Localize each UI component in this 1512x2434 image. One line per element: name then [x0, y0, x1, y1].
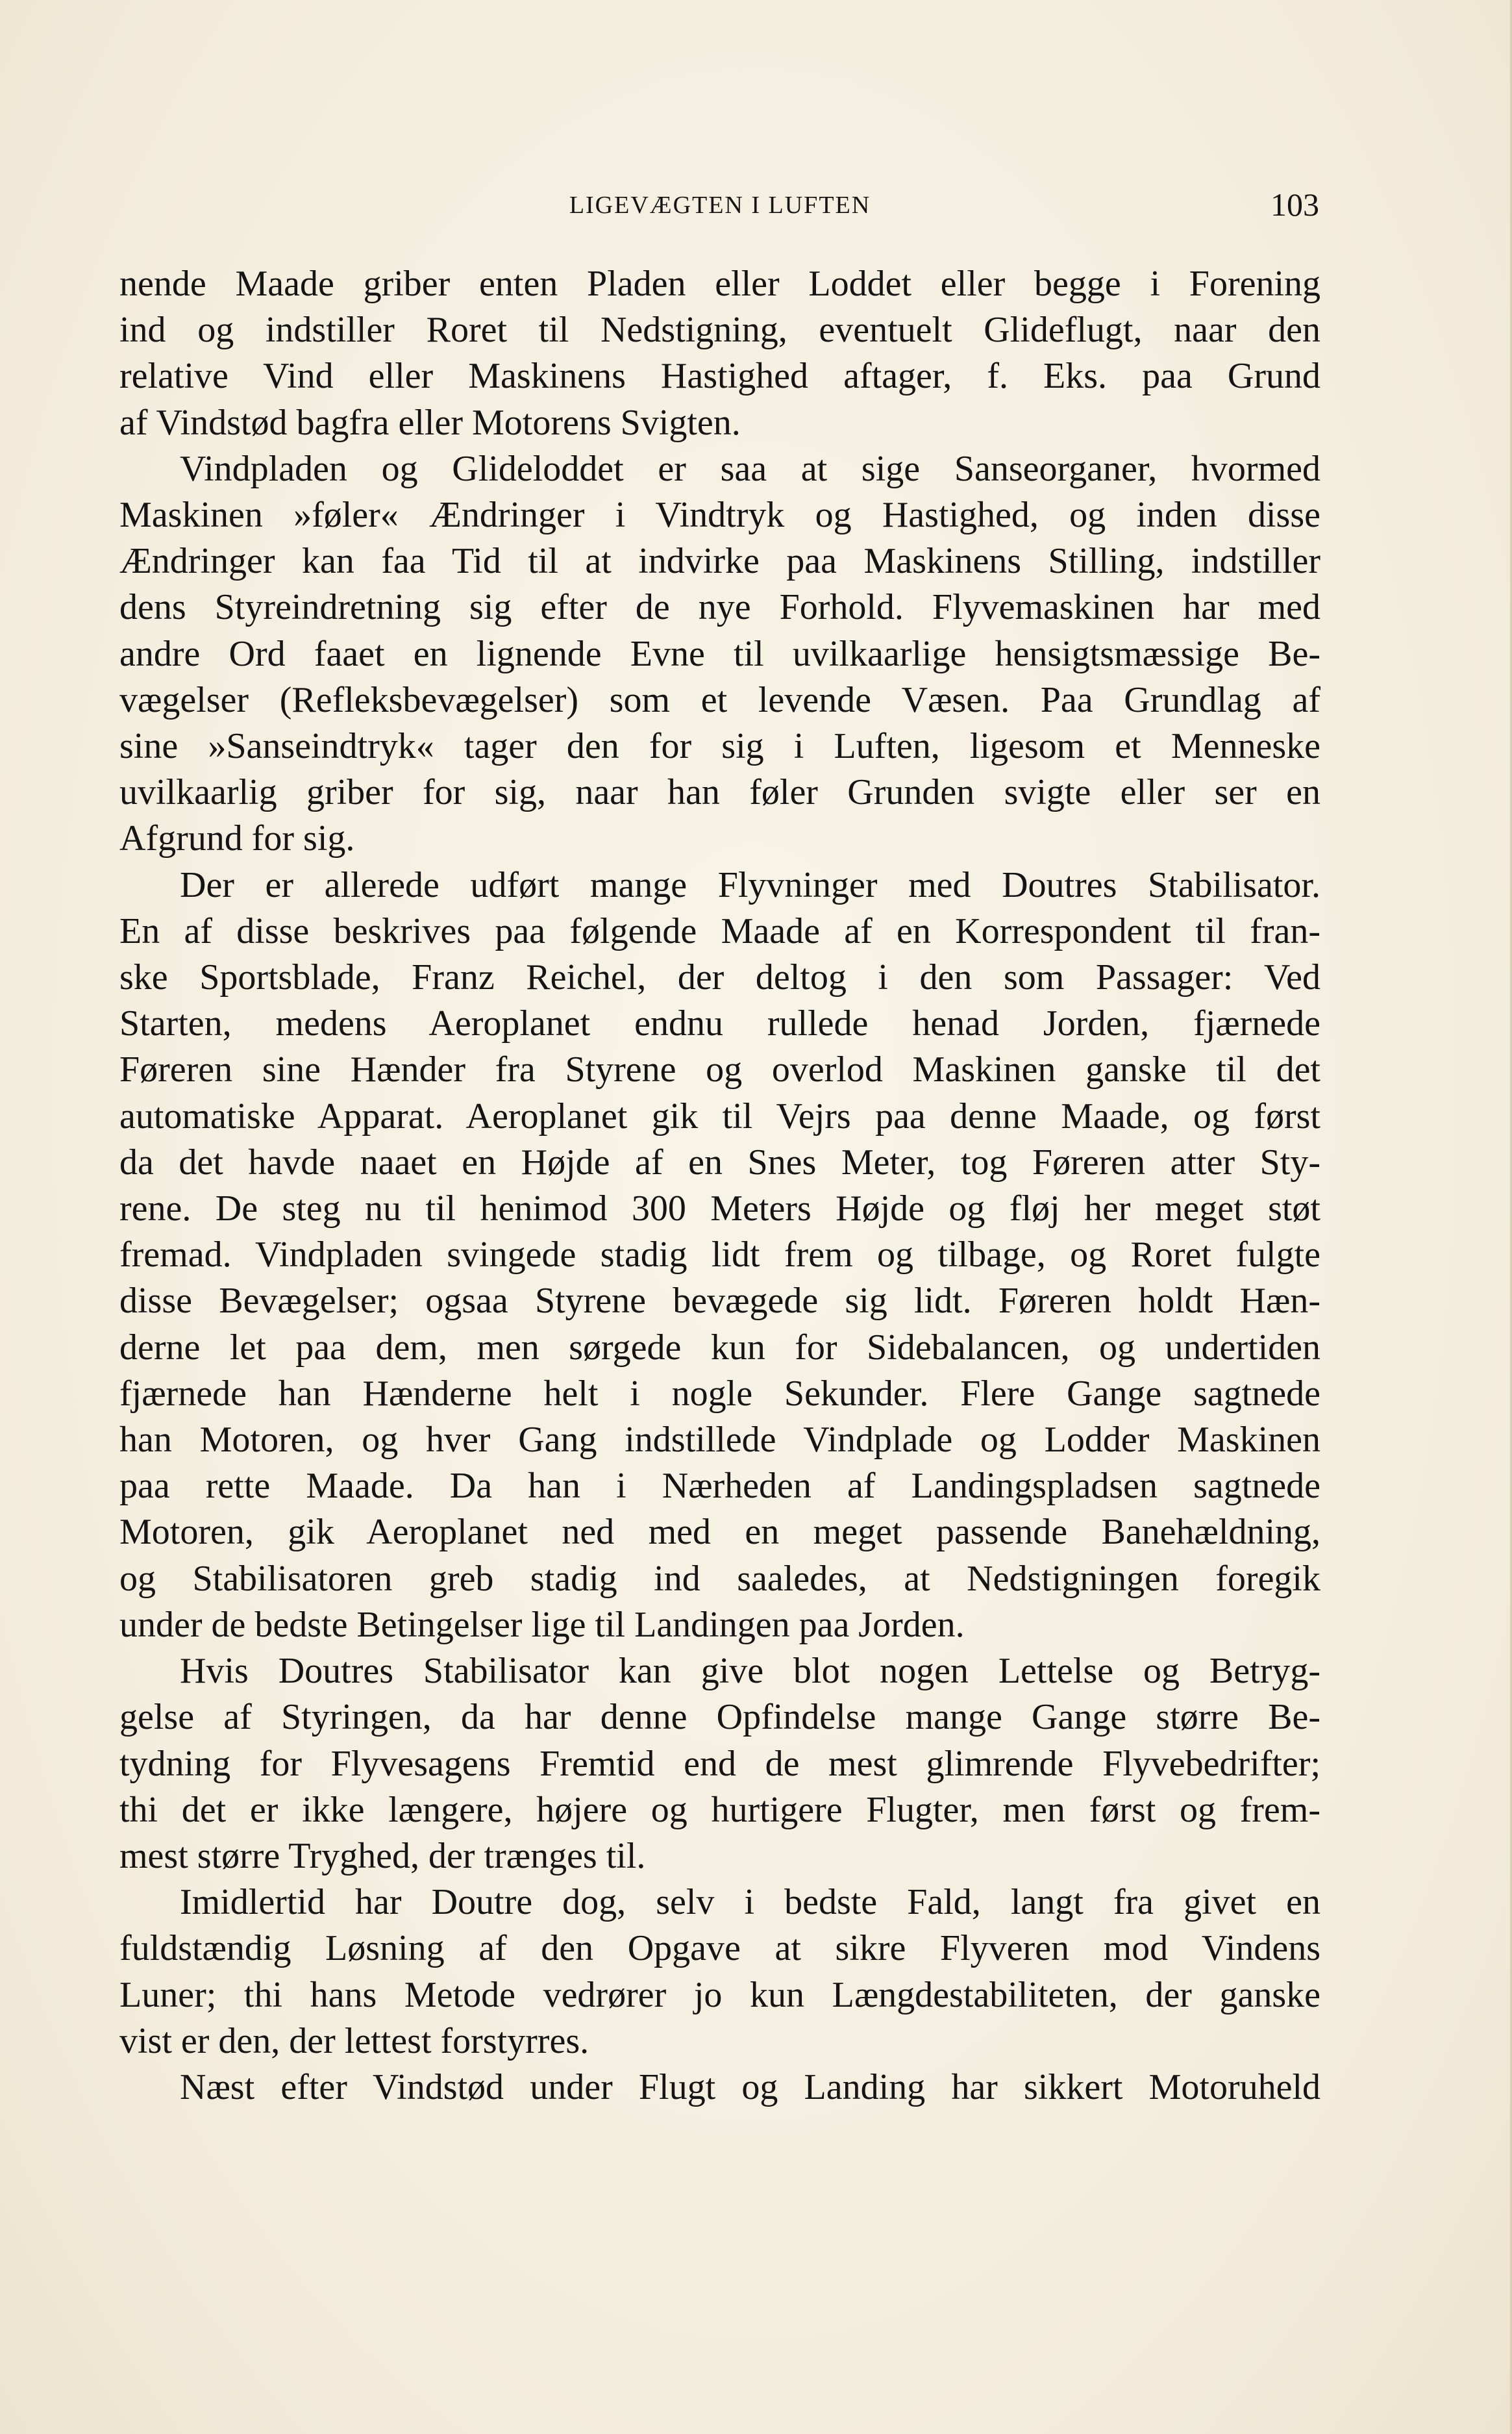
text-line: mest større Tryghed, der trænges til. — [119, 1835, 646, 1876]
paragraph-5 — [119, 1879, 1320, 2064]
text-line: thi det er ikke længere, højere og hurtigere Flugter, men først og frem- — [119, 1789, 1320, 1830]
text-line: Afgrund for sig. — [119, 818, 355, 859]
text-line: Næst efter Vindstød under Flugt og Landing har sikkert Motoruheld — [180, 2066, 1320, 2107]
running-title: LIGEVÆGTEN I LUFTEN — [569, 192, 871, 219]
text-line: disse Bevægelser; ogsaa Styrene bevægede sig lidt. Føreren holdt Hæn- — [119, 1281, 1320, 1322]
text-line: Føreren sine Hænder fra Styrene og overlod Maskinen ganske til det — [119, 1049, 1320, 1090]
body-text — [119, 261, 1320, 2111]
paragraph-4 — [119, 1648, 1320, 1879]
text-line: paa rette Maade. Da han i Nærheden af Landingspladsen sagtnede — [119, 1466, 1320, 1507]
text-line: Motoren, gik Aeroplanet ned med en meget passende Banehældning, — [119, 1512, 1320, 1553]
text-line: Hvis Doutres Stabilisator kan give blot nogen Lettelse og Betryg- — [180, 1651, 1320, 1692]
text-line: ske Sportsblade, Franz Reichel, der deltog i den som Passager: Ved — [119, 957, 1320, 998]
text-line: ind og indstiller Roret til Nedstigning, eventuelt Glideflugt, naar den — [119, 310, 1320, 351]
text-line: Luner; thi hans Metode vedrører jo kun Længdestabiliteten, der ganske — [119, 1974, 1320, 2015]
text-line: uvilkaarlig griber for sig, naar han føler Grunden svigte eller ser en — [119, 772, 1320, 813]
text-line: derne let paa dem, men sørgede kun for Sidebalancen, og undertiden — [119, 1327, 1320, 1368]
text-line: da det havde naaet en Højde af en Snes Meter, tog Føreren atter Sty- — [119, 1142, 1320, 1183]
paragraph-1 — [119, 261, 1320, 446]
running-head — [121, 186, 1319, 231]
text-line: vægelser (Refleksbevægelser) som et levende Væsen. Paa Grundlag af — [119, 679, 1320, 720]
text-line: af Vindstød bagfra eller Motorens Svigten. — [119, 402, 741, 443]
text-line: automatiske Apparat. Aeroplanet gik til Vejrs paa denne Maade, og først — [119, 1096, 1320, 1136]
text-line: sine »Sanseindtryk« tager den for sig i Luften, ligesom et Menneske — [119, 726, 1320, 767]
paragraph-6 — [119, 2064, 1320, 2111]
text-line: tydning for Flyvesagens Fremtid end de mest glimrende Flyvebedrifter; — [119, 1743, 1320, 1784]
text-line: andre Ord faaet en lignende Evne til uvilkaarlige hensigtsmæssige Be- — [119, 633, 1320, 674]
paragraph-2 — [119, 446, 1320, 862]
text-line: fuldstændig Løsning af den Opgave at sikre Flyveren mod Vindens — [119, 1928, 1320, 1969]
text-line: fjærnede han Hænderne helt i nogle Sekunder. Flere Gange sagtnede — [119, 1373, 1320, 1414]
text-line: Imidlertid har Doutre dog, selv i bedste Fald, langt fra givet en — [180, 1882, 1320, 1923]
text-line: han Motoren, og hver Gang indstillede Vindplade og Lodder Maskinen — [119, 1420, 1320, 1461]
page-number: 103 — [1270, 186, 1319, 223]
text-line: dens Styreindretning sig efter de nye Forhold. Flyvemaskinen har med — [119, 587, 1320, 628]
text-line: fremad. Vindpladen svingede stadig lidt frem og tilbage, og Roret fulgte — [119, 1235, 1320, 1275]
text-line: Maskinen »føler« Ændringer i Vindtryk og Hastighed, og inden disse — [119, 495, 1320, 536]
text-line: Vindpladen og Glideloddet er saa at sige Sanseorganer, hvormed — [180, 448, 1320, 489]
text-line: En af disse beskrives paa følgende Maade af en Korrespondent til fran- — [119, 910, 1320, 951]
text-line: relative Vind eller Maskinens Hastighed aftager, f. Eks. paa Grund — [119, 356, 1320, 397]
paragraph-3 — [119, 862, 1320, 1648]
text-line: og Stabilisatoren greb stadig ind saaledes, at Nedstigningen foregik — [119, 1558, 1320, 1599]
text-line: gelse af Styringen, da har denne Opfindelse mange Gange større Be- — [119, 1697, 1320, 1738]
text-line: nende Maade griber enten Pladen eller Loddet eller begge i Forening — [119, 264, 1320, 304]
text-line: Starten, medens Aeroplanet endnu rullede henad Jorden, fjærnede — [119, 1003, 1320, 1044]
text-line: Der er allerede udført mange Flyvninger med Doutres Stabilisator. — [180, 864, 1320, 905]
text-line: Ændringer kan faa Tid til at indvirke paa Maskinens Stilling, indstiller — [119, 541, 1320, 582]
text-line: under de bedste Betingelser lige til Landingen paa Jorden. — [119, 1604, 965, 1645]
text-line: vist er den, der lettest forstyrres. — [119, 2020, 589, 2061]
text-line: rene. De steg nu til henimod 300 Meters Højde og fløj her meget støt — [119, 1188, 1320, 1229]
